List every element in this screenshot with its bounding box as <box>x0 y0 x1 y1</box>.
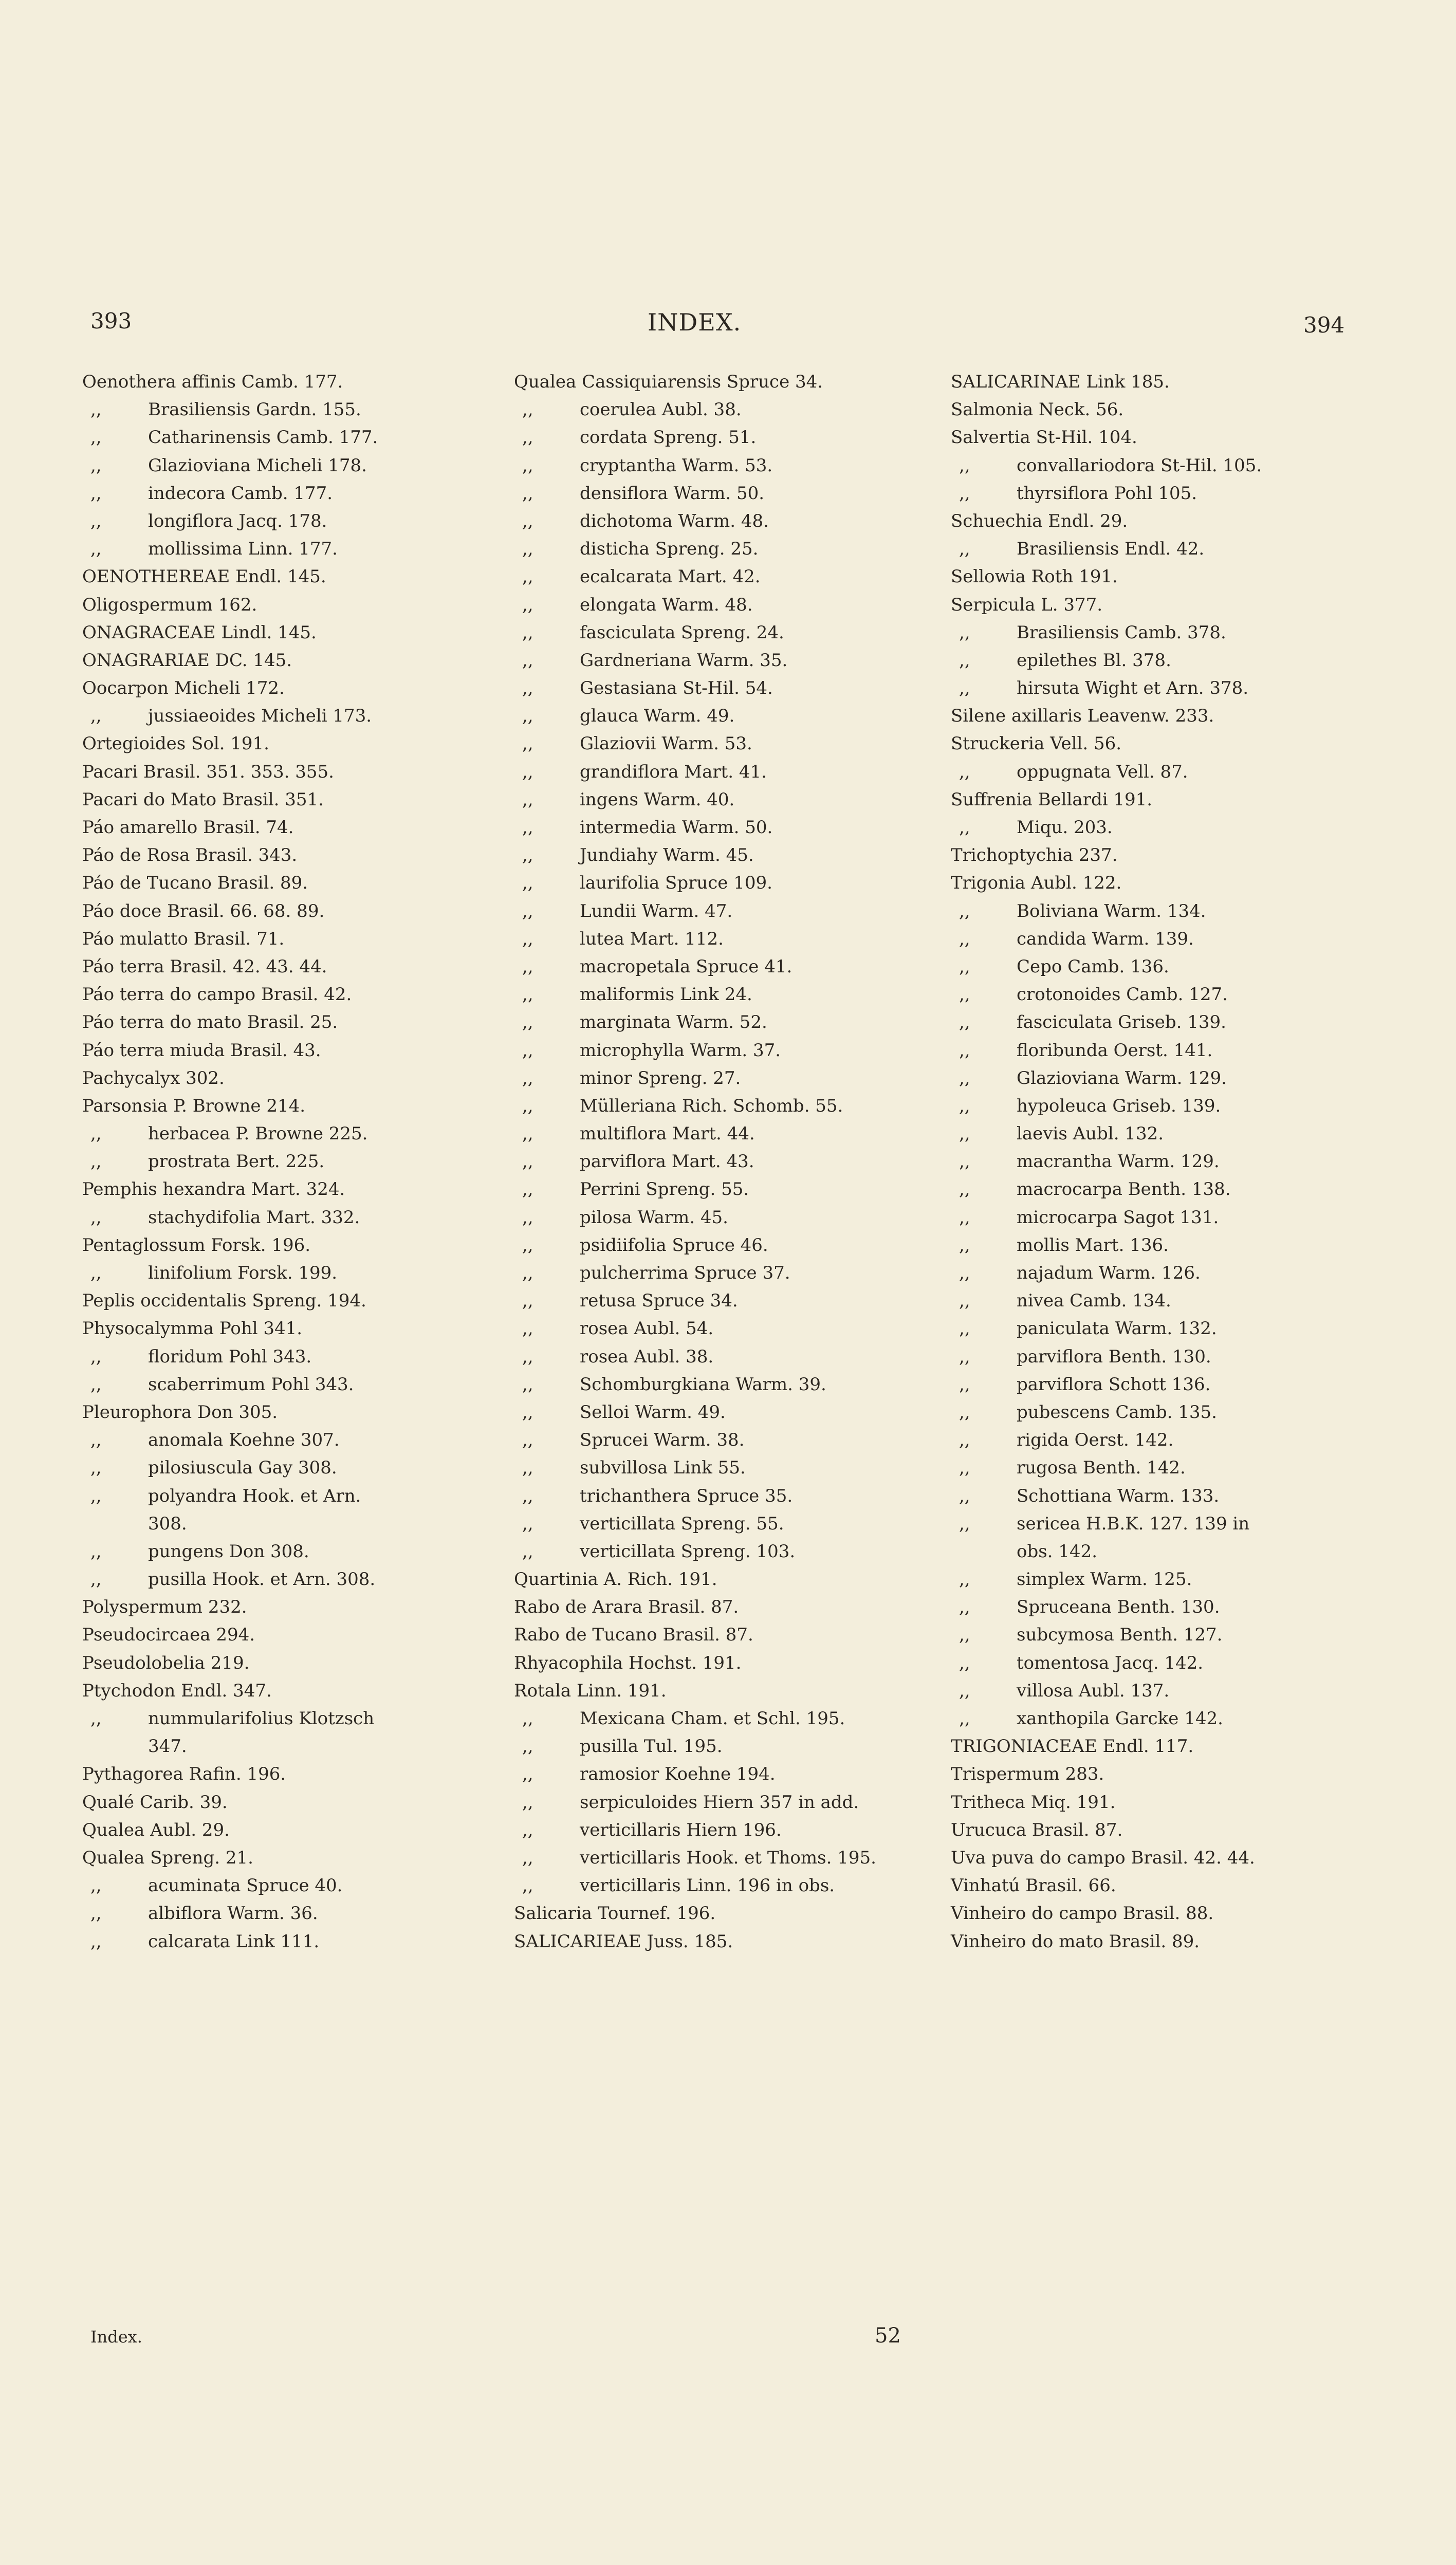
index-entry: Peplis occidentalis Spreng. 194. <box>82 1290 366 1312</box>
index-entry: ,, parviflora Mart. 43. <box>514 1148 935 1175</box>
index-entry: ,, longiflora Jacq. 178. <box>82 507 499 535</box>
index-entry: ,, Brasiliensis Gardn. 155. <box>82 396 499 423</box>
index-entry: Páo amarello Brasil. 74. <box>82 817 294 838</box>
index-entry: ,, multiflora Mart. 44. <box>514 1120 935 1148</box>
index-entry: ,, linifolium Forsk. 199. <box>82 1259 499 1287</box>
index-entry: ,, Schomburgkiana Warm. 39. <box>514 1371 935 1398</box>
index-entry: ,, ecalcarata Mart. 42. <box>514 563 935 590</box>
index-entry: Trigonia Aubl. 122. <box>951 873 1122 894</box>
index-entry: ,, Selloi Warm. 49. <box>514 1398 935 1426</box>
index-entry: Struckeria Vell. 56. <box>951 733 1122 754</box>
index-entry: ,, najadum Warm. 126. <box>951 1259 1352 1287</box>
index-column-3 <box>951 368 1352 1955</box>
index-entry: ,, rugosa Benth. 142. <box>951 1454 1352 1482</box>
index-entry: Páo terra Brasil. 42. 43. 44. <box>82 956 327 977</box>
index-entry: Pleurophora Don 305. <box>82 1401 278 1423</box>
index-entry: ,, fasciculata Griseb. 139. <box>951 1008 1352 1036</box>
index-entry: ,, Brasiliensis Camb. 378. <box>951 619 1352 647</box>
index-entry: Suffrenia Bellardi 191. <box>951 789 1153 810</box>
index-entry: Oocarpon Micheli 172. <box>82 678 285 699</box>
index-entry: ,, Boliviana Warm. 134. <box>951 897 1352 925</box>
index-entry: Uva puva do campo Brasil. 42. 44. <box>951 1847 1255 1868</box>
index-entry: Physocalymma Pohl 341. <box>82 1318 303 1339</box>
index-entry: ,, Cepo Camb. 136. <box>951 953 1352 981</box>
index-entry: ,, subcymosa Benth. 127. <box>951 1621 1352 1649</box>
index-entry: Schuechia Endl. 29. <box>951 510 1128 531</box>
index-entry: Pentaglossum Forsk. 196. <box>82 1234 311 1256</box>
index-entry: ,, subvillosa Link 55. <box>514 1454 935 1482</box>
index-entry: Salmonia Neck. 56. <box>951 399 1124 420</box>
index-entry: ,, psidiifolia Spruce 46. <box>514 1231 935 1259</box>
index-entry: ,, Lundii Warm. 47. <box>514 897 935 925</box>
index-entry: ,, nivea Camb. 134. <box>951 1287 1352 1315</box>
index-entry: ,, herbacea P. Browne 225. <box>82 1120 499 1148</box>
index-entry: ,, xanthopila Garcke 142. <box>951 1705 1352 1732</box>
index-entry: ,, cryptantha Warm. 53. <box>514 452 935 479</box>
index-entry: Pythagorea Rafin. 196. <box>82 1764 286 1785</box>
index-entry: ,, paniculata Warm. 132. <box>951 1315 1352 1342</box>
index-entry: ,, rosea Aubl. 38. <box>514 1343 935 1371</box>
index-entry: Sellowia Roth 191. <box>951 566 1118 587</box>
index-entry: ,, Brasiliensis Endl. 42. <box>951 535 1352 563</box>
index-entry: Páo de Tucano Brasil. 89. <box>82 873 308 894</box>
index-entry: Pseudocircaea 294. <box>82 1625 255 1646</box>
page-title: INDEX. <box>648 308 742 336</box>
index-entry: TRIGONIACEAE Endl. 117. <box>951 1736 1194 1757</box>
index-entry: ,, simplex Warm. 125. <box>951 1565 1352 1593</box>
index-entry: ,, intermedia Warm. 50. <box>514 814 935 841</box>
index-entry: ,, mollis Mart. 136. <box>951 1231 1352 1259</box>
index-entry: ,, disticha Spreng. 25. <box>514 535 935 563</box>
index-entry: ,, serpiculoides Hiern 357 in add. <box>514 1788 935 1816</box>
index-entry: ,, pusilla Hook. et Arn. 308. <box>82 1565 499 1593</box>
index-entry: Tritheca Miq. 191. <box>951 1792 1116 1813</box>
index-entry: ,, crotonoides Camb. 127. <box>951 981 1352 1008</box>
index-entry: Parsonsia P. Browne 214. <box>82 1095 306 1116</box>
index-entry: ,, macrantha Warm. 129. <box>951 1148 1352 1175</box>
index-entry: ,, prostrata Bert. 225. <box>82 1148 499 1175</box>
index-entry: ,, hirsuta Wight et Arn. 378. <box>951 674 1352 702</box>
index-entry: ,, minor Spreng. 27. <box>514 1064 935 1092</box>
index-entry: Vinheiro do mato Brasil. 89. <box>951 1931 1200 1952</box>
index-entry: ,, Glazioviana Warm. 129. <box>951 1064 1352 1092</box>
index-entry: ,, indecora Camb. 177. <box>82 479 499 507</box>
index-entry: Pseudolobelia 219. <box>82 1652 250 1673</box>
index-entry: ,, retusa Spruce 34. <box>514 1287 935 1315</box>
index-entry: ,, macrocarpa Benth. 138. <box>951 1175 1352 1203</box>
index-entry: ,, floribunda Oerst. 141. <box>951 1037 1352 1064</box>
index-entry: ,, verticillata Spreng. 55. <box>514 1510 935 1538</box>
index-entry: ,, Catharinensis Camb. 177. <box>82 423 499 451</box>
index-entry: ,, Jundiahy Warm. 45. <box>514 841 935 869</box>
index-entry: ,, anomala Koehne 307. <box>82 1426 499 1454</box>
index-entry: ,, densiflora Warm. 50. <box>514 479 935 507</box>
index-entry: ,, Sprucei Warm. 38. <box>514 1426 935 1454</box>
footer-page-number: 52 <box>875 2324 901 2348</box>
index-entry: Pacari Brasil. 351. 353. 355. <box>82 761 334 782</box>
index-entry: Qualea Spreng. 21. <box>82 1847 253 1868</box>
index-entry: Pacari do Mato Brasil. 351. <box>82 789 324 810</box>
page-number-right: 394 <box>1303 312 1345 338</box>
index-entry: ,, trichanthera Spruce 35. <box>514 1482 935 1510</box>
index-entry: ,, albiflora Warm. 36. <box>82 1899 499 1927</box>
index-entry: ,, microphylla Warm. 37. <box>514 1037 935 1064</box>
index-entry: Pemphis hexandra Mart. 324. <box>82 1179 345 1200</box>
index-entry: ,, grandiflora Mart. 41. <box>514 758 935 786</box>
index-entry: Páo terra do mato Brasil. 25. <box>82 1012 338 1033</box>
index-entry: Rabo de Tucano Brasil. 87. <box>514 1625 753 1646</box>
index-entry: Polyspermum 232. <box>82 1597 247 1618</box>
index-entry: ,, calcarata Link 111. <box>82 1928 499 1955</box>
index-entry: Rabo de Arara Brasil. 87. <box>514 1597 739 1618</box>
footer-label: Index. <box>90 2327 142 2347</box>
index-column-1 <box>82 368 499 1955</box>
index-entry: ,, ingens Warm. 40. <box>514 786 935 814</box>
index-entry: Rotala Linn. 191. <box>514 1680 667 1701</box>
index-entry: ,, microcarpa Sagot 131. <box>951 1204 1352 1231</box>
index-entry: Quartinia A. Rich. 191. <box>514 1569 717 1590</box>
index-entry: Qualea Cassiquiarensis Spruce 34. <box>514 372 823 392</box>
index-entry: ,, laurifolia Spruce 109. <box>514 869 935 897</box>
index-entry: ,, hypoleuca Griseb. 139. <box>951 1092 1352 1120</box>
index-entry: ,, Glazioviana Micheli 178. <box>82 452 499 479</box>
index-entry: Silene axillaris Leavenw. 233. <box>951 706 1214 727</box>
index-entry: ,, pubescens Camb. 135. <box>951 1398 1352 1426</box>
index-entry: ,, convallariodora St-Hil. 105. <box>951 452 1352 479</box>
index-entry: ,, villosa Aubl. 137. <box>951 1677 1352 1705</box>
index-entry: ,, parviflora Benth. 130. <box>951 1343 1352 1371</box>
index-entry: Páo de Rosa Brasil. 343. <box>82 845 298 866</box>
index-entry: Urucuca Brasil. 87. <box>951 1819 1123 1840</box>
index-column-2 <box>514 368 935 1955</box>
index-entry: Páo mulatto Brasil. 71. <box>82 928 285 949</box>
index-entry: ,, verticillaris Hook. et Thoms. 195. <box>514 1844 935 1872</box>
index-entry: ,, pilosiuscula Gay 308. <box>82 1454 499 1482</box>
index-entry: ,, pilosa Warm. 45. <box>514 1204 935 1231</box>
index-entry: ,, sericea H.B.K. 127. 139 in <box>951 1510 1352 1538</box>
index-entry: ,, Perrini Spreng. 55. <box>514 1175 935 1203</box>
index-entry: Páo doce Brasil. 66. 68. 89. <box>82 900 325 921</box>
index-entry: ,, epilethes Bl. 378. <box>951 647 1352 674</box>
index-entry: Rhyacophila Hochst. 191. <box>514 1652 742 1673</box>
index-entry: ,, coerulea Aubl. 38. <box>514 396 935 423</box>
index-entry: Salicaria Tournef. 196. <box>514 1903 716 1924</box>
index-entry: ,, Gestasiana St-Hil. 54. <box>514 674 935 702</box>
page-number-left: 393 <box>90 308 132 334</box>
index-entry: ONAGRACEAE Lindl. 145. <box>82 622 317 643</box>
index-entry: ,, pungens Don 308. <box>82 1538 499 1565</box>
index-entry: ,, dichotoma Warm. 48. <box>514 507 935 535</box>
index-entry: Páo terra do campo Brasil. 42. <box>82 984 352 1005</box>
index-entry: ,, macropetala Spruce 41. <box>514 953 935 981</box>
index-entry: Oligospermum 162. <box>82 594 257 615</box>
index-entry: ,, Miqu. 203. <box>951 814 1352 841</box>
index-entry: 347. <box>148 1736 187 1757</box>
index-entry: OENOTHEREAE Endl. 145. <box>82 566 326 587</box>
index-entry: Páo terra miuda Brasil. 43. <box>82 1040 321 1061</box>
index-entry: ONAGRARIAE DC. 145. <box>82 650 292 671</box>
index-entry: Vinhatú Brasil. 66. <box>951 1875 1116 1896</box>
index-entry: obs. 142. <box>1017 1541 1098 1562</box>
index-entry: ,, laevis Aubl. 132. <box>951 1120 1352 1148</box>
index-entry: Pachycalyx 302. <box>82 1067 225 1088</box>
index-entry: ,, polyandra Hook. et Arn. <box>82 1482 499 1510</box>
index-entry: ,, Glaziovii Warm. 53. <box>514 730 935 758</box>
index-entry: ,, candida Warm. 139. <box>951 925 1352 953</box>
index-entry: ,, stachydifolia Mart. 332. <box>82 1204 499 1231</box>
index-entry: SALICARINAE Link 185. <box>951 372 1170 392</box>
index-entry: ,, cordata Spreng. 51. <box>514 423 935 451</box>
index-entry: ,, Gardneriana Warm. 35. <box>514 647 935 674</box>
index-entry: Qualea Aubl. 29. <box>82 1819 230 1840</box>
index-entry: Qualé Carib. 39. <box>82 1792 228 1813</box>
index-entry: Salvertia St-Hil. 104. <box>951 427 1137 448</box>
index-entry: ,, pusilla Tul. 195. <box>514 1732 935 1760</box>
index-entry: Vinheiro do campo Brasil. 88. <box>951 1903 1214 1924</box>
index-entry: ,, Mülleriana Rich. Schomb. 55. <box>514 1092 935 1120</box>
index-entry: ,, tomentosa Jacq. 142. <box>951 1649 1352 1677</box>
index-entry: ,, jussiaeoides Micheli 173. <box>82 702 499 730</box>
index-entry: ,, verticillata Spreng. 103. <box>514 1538 935 1565</box>
index-entry: ,, Spruceana Benth. 130. <box>951 1593 1352 1621</box>
index-entry: Trichoptychia 237. <box>951 845 1118 866</box>
index-entry: ,, scaberrimum Pohl 343. <box>82 1371 499 1398</box>
index-entry: ,, verticillaris Hiern 196. <box>514 1816 935 1844</box>
index-entry: ,, ramosior Koehne 194. <box>514 1760 935 1788</box>
index-entry: ,, rigida Oerst. 142. <box>951 1426 1352 1454</box>
index-entry: ,, floridum Pohl 343. <box>82 1343 499 1371</box>
index-entry: ,, Schottiana Warm. 133. <box>951 1482 1352 1510</box>
index-entry: SALICARIEAE Juss. 185. <box>514 1931 733 1952</box>
index-entry: Oenothera affinis Camb. 177. <box>82 372 343 392</box>
index-entry: ,, rosea Aubl. 54. <box>514 1315 935 1342</box>
index-entry: Serpicula L. 377. <box>951 594 1103 615</box>
index-entry: ,, verticillaris Linn. 196 in obs. <box>514 1872 935 1899</box>
index-entry: ,, Mexicana Cham. et Schl. 195. <box>514 1705 935 1732</box>
index-entry: ,, thyrsiflora Pohl 105. <box>951 479 1352 507</box>
index-entry: Ortegioides Sol. 191. <box>82 733 269 754</box>
index-entry: ,, fasciculata Spreng. 24. <box>514 619 935 647</box>
index-entry: ,, oppugnata Vell. 87. <box>951 758 1352 786</box>
index-entry: ,, lutea Mart. 112. <box>514 925 935 953</box>
index-entry: Ptychodon Endl. 347. <box>82 1680 272 1701</box>
index-entry: ,, mollissima Linn. 177. <box>82 535 499 563</box>
index-entry: 308. <box>148 1513 187 1534</box>
index-entry: Trispermum 283. <box>951 1764 1104 1785</box>
index-entry: ,, acuminata Spruce 40. <box>82 1872 499 1899</box>
index-entry: ,, pulcherrima Spruce 37. <box>514 1259 935 1287</box>
index-entry: ,, maliformis Link 24. <box>514 981 935 1008</box>
index-entry: ,, parviflora Schott 136. <box>951 1371 1352 1398</box>
index-entry: ,, marginata Warm. 52. <box>514 1008 935 1036</box>
index-entry: ,, elongata Warm. 48. <box>514 591 935 619</box>
index-entry: ,, nummularifolius Klotzsch <box>82 1705 499 1732</box>
index-entry: ,, glauca Warm. 49. <box>514 702 935 730</box>
